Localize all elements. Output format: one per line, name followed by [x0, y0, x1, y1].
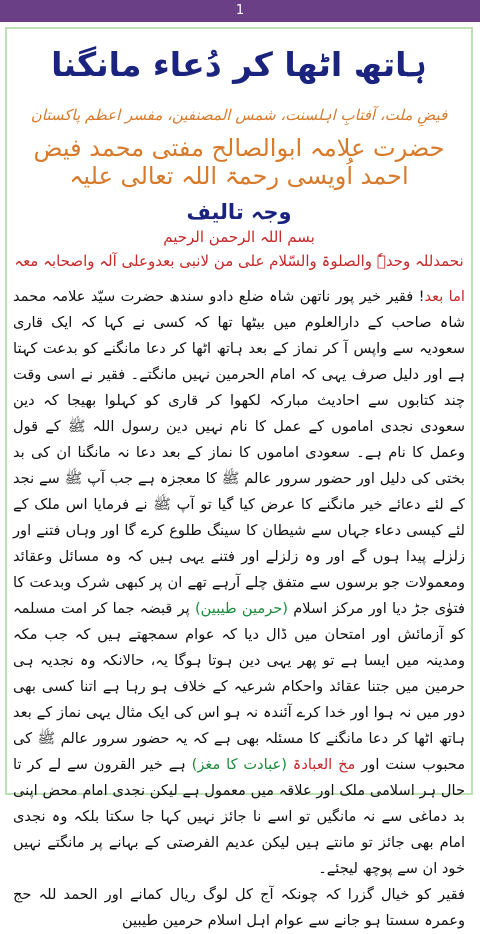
mukh-term: مخ العبادۃ: [292, 756, 356, 773]
author-name: حضرت علامہ ابوالصالح مفتی محمد فیض احمد اُویسی رحمۃ اللہ تعالی علیہ: [33, 134, 445, 190]
page-number: 1: [235, 3, 245, 18]
author-honorific: فیضِ ملت، آفتابِ اہلسنت، شمس المصنفین، مفسر اعظم پاکستان: [30, 106, 448, 124]
body-part-1: ! فقیر خیر پور ناتھن شاہ ضلع دادو سندھ حضرت سیّد علامہ محمد شاہ صاحب کے دارالعلوم میں بیٹھا تھا کہ کسی نے کہا کہ ایک قاری سعودیہ سے واپس آ کر نماز کے بعد ہاتھ اٹھا کر دعا مانگنے کو بدعت کہتا ہے اور دلیل صرف یہی کہ امام الحرمین نہیں مانگتے۔ فقیر نے اسی وقت چند کتابوں سے احادیث مبارکہ لکھوا کر قاری کو کہلوا بھیجا کہ دین سعودی نجدی اماموں کے عمل کا نام نہیں دین رسول اللہ ﷺ کے قول وعمل کا نام ہے۔ سعودی اماموں کا نماز کے بعد دعا نہ مانگنا ان کی بد بختی کی دلیل اور حضور سرور عالم ﷺ کا معجزہ ہے جب آپ ﷺ سے نجد کے لئے دعائے خیر مانگنے کا عرض کیا گیا تو آپ ﷺ نے فرمایا اس ملک کے لئے کیسی دعاء جہاں سے شیطان کا سینگ طلوع کرے گا اور وہاں فتنے اور زلزلے پیدا ہوں گے اور وہ زلزلے اور فتنے یہی ہیں کہ وہ مسائل وعقائد ومعمولات جو برسوں سے متفق چلے آرہے تھے ان پر کبھی شرک وبدعت کا فتوٰی جڑ دیا اور مرکز اسلام: [13, 288, 465, 617]
haramain-term: (حرمین طیبین): [189, 600, 294, 617]
body-paragraph: [13, 284, 465, 934]
hamd-line: نحمدللہ وحدہٗ والصلوۃ والسّلام علی من لانبی بعدوعلی آلہ واصحابہ معہ: [14, 252, 464, 270]
body-part-2: پر قبضہ جما کر امت مسلمہ کو آزمائش اور امتحان میں ڈال دیا کہ عوام سمجھتے ہیں کہ جب مکہ ومدینہ میں ایسا ہے تو پھر یہی دین ہوتا ہوگا یہ، حالانکہ وہ نجدیہ ہی حرمین میں جتنا عقائد واحکام شرعیہ کے خلاف ہو رہا ہے اتنا کسی بھی دور میں نہ ہوا اور خدا کرے آئندہ نہ ہو اس کی ایک مثال یہی نماز کے بعد ہاتھ اٹھا کر دعا مانگنے کا مسئلہ بھی ہے کہ یہ حضور سرور عالم ﷺ کی محبوب سنت اور: [13, 600, 466, 773]
page-title: ہاتھ اٹھا کر دُعاء مانگنا: [51, 45, 427, 84]
bismillah: بسم اللہ الرحمن الرحیم: [163, 228, 315, 246]
body-part-3: ہے خیر القرون سے لے کر تا حال ہر اسلامی ملک اور علاقہ میں معمول ہے لیکن نجدی امام محض اپنی بد دماغی سے نہ مانگیں تو اسے نا جائز نہیں کہا جا سکتا بلکہ وہ نجدی امام بھی جائز تو مانتے ہیں لیکن عدیم الفرصتی کے بہانے پر مانگتے نہیں خود ان سے پوچھ لیجئے۔: [13, 756, 465, 877]
page-frame: [5, 27, 473, 929]
page-content: [13, 33, 466, 929]
body-part-4: فقیر کو خیال گزرا کہ چونکہ آج کل لوگ ریال کمانے اور الحمد للہ حج وعمرہ سستا ہو جانے سے عوام اہل اسلام حرمین طیبین: [13, 886, 465, 929]
section-heading: وجہ تالیف: [186, 200, 292, 224]
top-bar: [0, 0, 480, 22]
lead-word: اما بعد: [424, 288, 465, 305]
ibadat-term: (عبادت کا مغز): [185, 756, 293, 773]
